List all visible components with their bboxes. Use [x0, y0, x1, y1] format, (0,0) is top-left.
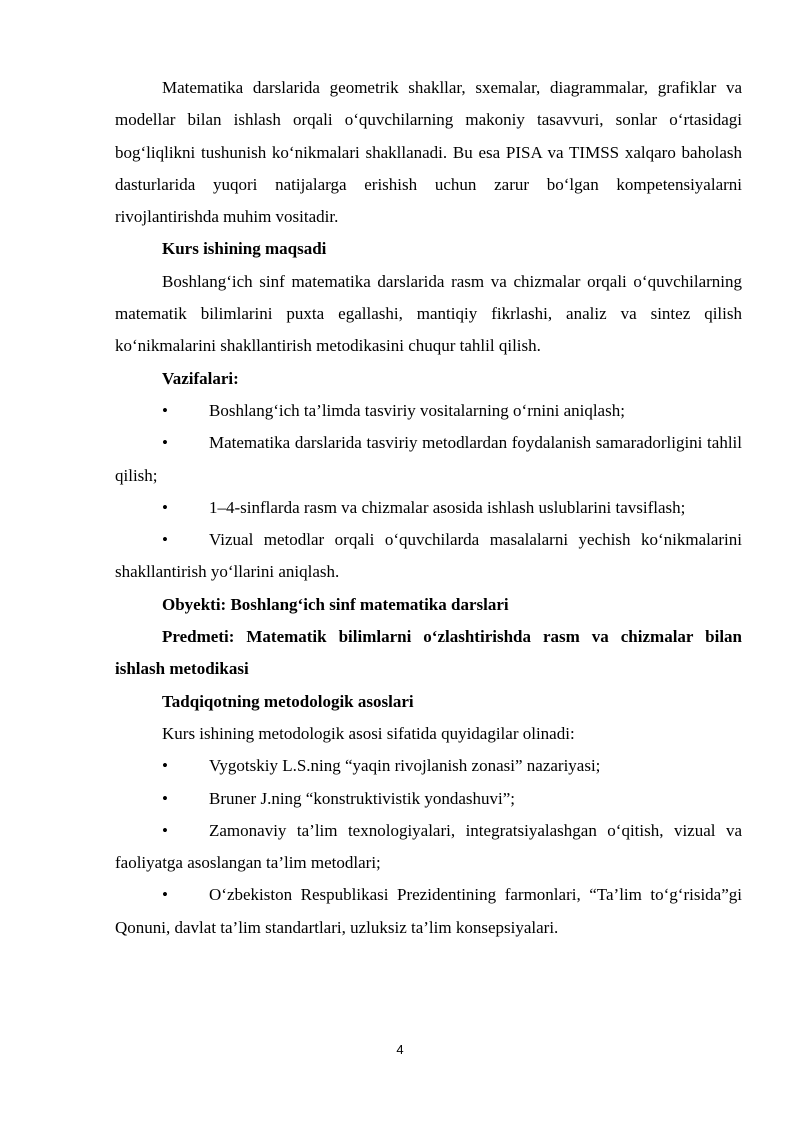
bullet-icon: • [162, 497, 168, 517]
tasks-heading: Vazifalari: [162, 368, 239, 388]
task-item [115, 395, 742, 427]
bullet-icon: • [162, 756, 168, 776]
page-body [115, 72, 742, 944]
methodology-item [115, 750, 742, 782]
methodology-item [115, 783, 742, 815]
goal-paragraph: Boshlang‘ich sinf matematika darslarida rasm va chizmalar orqali o‘quvchilarning matematik bilimlarini puxta egallashi, mantiqiy fikrlashi, analiz va sintez qilish ko‘nikmalarini shakllantirish metodikasini chuqur tahlil qilish. [115, 271, 742, 356]
page-number: 4 [396, 1042, 404, 1057]
methodology-text: O‘zbekiston Respublikasi Prezidentining farmonlari, “Ta’lim to‘g‘risida”gi Qonuni, davlat ta’lim standartlari, uzluksiz ta’lim konsepsiyalari. [115, 885, 742, 937]
bullet-icon: • [162, 820, 168, 840]
methodology-item [115, 815, 742, 880]
bullet-icon: • [162, 788, 168, 808]
bullet-icon: • [162, 400, 168, 420]
methodology-text: Bruner J.ning “konstruktivistik yondashuvi”; [209, 788, 515, 808]
object-line: Obyekti: Boshlang‘ich sinf matematika darslari [162, 594, 509, 614]
bullet-icon: • [162, 433, 168, 453]
task-text: Boshlang‘ich ta’limda tasviriy vositalarning o‘rnini aniqlash; [209, 400, 625, 420]
goal-heading: Kurs ishining maqsadi [162, 239, 327, 259]
methodology-heading: Tadqiqotning metodologik asoslari [162, 691, 414, 711]
methodology-text: Vygotskiy L.S.ning “yaqin rivojlanish zonasi” nazariyasi; [209, 756, 601, 776]
task-item [115, 524, 742, 589]
task-item [115, 492, 742, 524]
intro-paragraph: Matematika darslarida geometrik shakllar, sxemalar, diagrammalar, grafiklar va modellar bilan ishlash orqali o‘quvchilarning makoniy tasavvuri, sonlar o‘rtasidagi bog‘liqlikni tushunish ko‘nikmalari shakllanadi. Bu esa PISA va TIMSS xalqaro baholash dasturlarida yuqori natijalarga erishish uchun zarur bo‘lgan kompetensiyalarni rivojlantirishda muhim vositadir. [115, 78, 742, 227]
methodology-text: Zamonaviy ta’lim texnologiyalari, integratsiyalashgan o‘qitish, vizual va faoliyatga asoslangan ta’lim metodlari; [115, 820, 742, 873]
task-text: 1–4-sinflarda rasm va chizmalar asosida ishlash uslublarini tavsiflash; [209, 497, 686, 517]
task-text: Vizual metodlar orqali o‘quvchilarda masalalarni yechish ko‘nikmalarini shakllantirish yo‘llarini aniqlash. [115, 530, 742, 582]
subject-line: Predmeti: Matematik bilimlarni o‘zlashtirishda rasm va chizmalar bilan ishlash metodikasi [115, 627, 742, 679]
methodology-intro: Kurs ishining metodologik asosi sifatida quyidagilar olinadi: [162, 723, 575, 743]
bullet-icon: • [162, 530, 168, 550]
methodology-item [115, 879, 742, 944]
bullet-icon: • [162, 885, 168, 905]
task-item [115, 427, 742, 492]
task-text: Matematika darslarida tasviriy metodlardan foydalanish samaradorligini tahlil qilish; [115, 433, 742, 485]
